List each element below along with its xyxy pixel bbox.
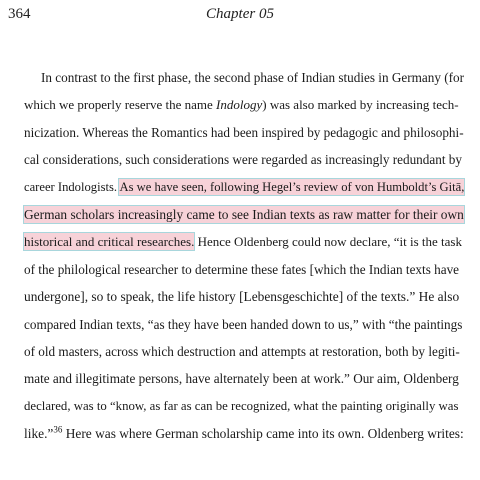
running-head: Chapter 05 bbox=[206, 6, 274, 22]
text-line: which we properly reserve the name Indology) was also marked by increasing tech- bbox=[24, 97, 459, 113]
text-line: of the philological researcher to determine these fates [which the Indian texts have bbox=[24, 261, 460, 277]
text-line: of old masters, across which destruction and attempts at restoration, both by legiti- bbox=[24, 343, 460, 359]
text-line: mate and illegitimate persons, have alternately been at work.” Our aim, Oldenberg bbox=[24, 371, 459, 387]
text-line: historical and critical researches. Hence Oldenberg could now declare, “it is the task bbox=[24, 234, 462, 250]
text-line: nicization. Whereas the Romantics had been inspired by pedagogic and philosophi- bbox=[24, 124, 464, 140]
highlighted-text: German scholars increasingly came to see Indian texts as raw matter for their own bbox=[24, 206, 464, 222]
text-line bbox=[24, 201, 464, 228]
footnote-marker[interactable]: 36 bbox=[53, 424, 63, 435]
highlighted-text: historical and critical researches. bbox=[24, 234, 195, 250]
highlighted-text: As we have seen, following Hegel’s review of von Humboldt’s Gitā, bbox=[119, 179, 465, 194]
text-line: cal considerations, such considerations were regarded as increasingly redundant by bbox=[24, 152, 462, 168]
text-line: career Indologists. As we have seen, following Hegel’s review of von Humboldt’s Gitā, bbox=[24, 179, 465, 194]
body-paragraph bbox=[24, 64, 464, 447]
text-line: like.”$^{36}$ Here was where German scholarship came into its own. Oldenberg writes: bbox=[24, 424, 464, 442]
text-line: declared, was to “know, as far as can be recognized, what the painting originally was bbox=[24, 398, 459, 413]
text-line: compared Indian texts, “as they have been handed down to us,” with “the paintings bbox=[24, 316, 463, 332]
text-line: undergone], so to speak, the life history [Lebensgeschichte] of the texts.” He also bbox=[24, 289, 460, 305]
italic-term: Indology bbox=[216, 97, 263, 113]
page-number: 364 bbox=[8, 6, 31, 22]
text-line: In contrast to the first phase, the second phase of Indian studies in Germany (for bbox=[41, 70, 464, 85]
